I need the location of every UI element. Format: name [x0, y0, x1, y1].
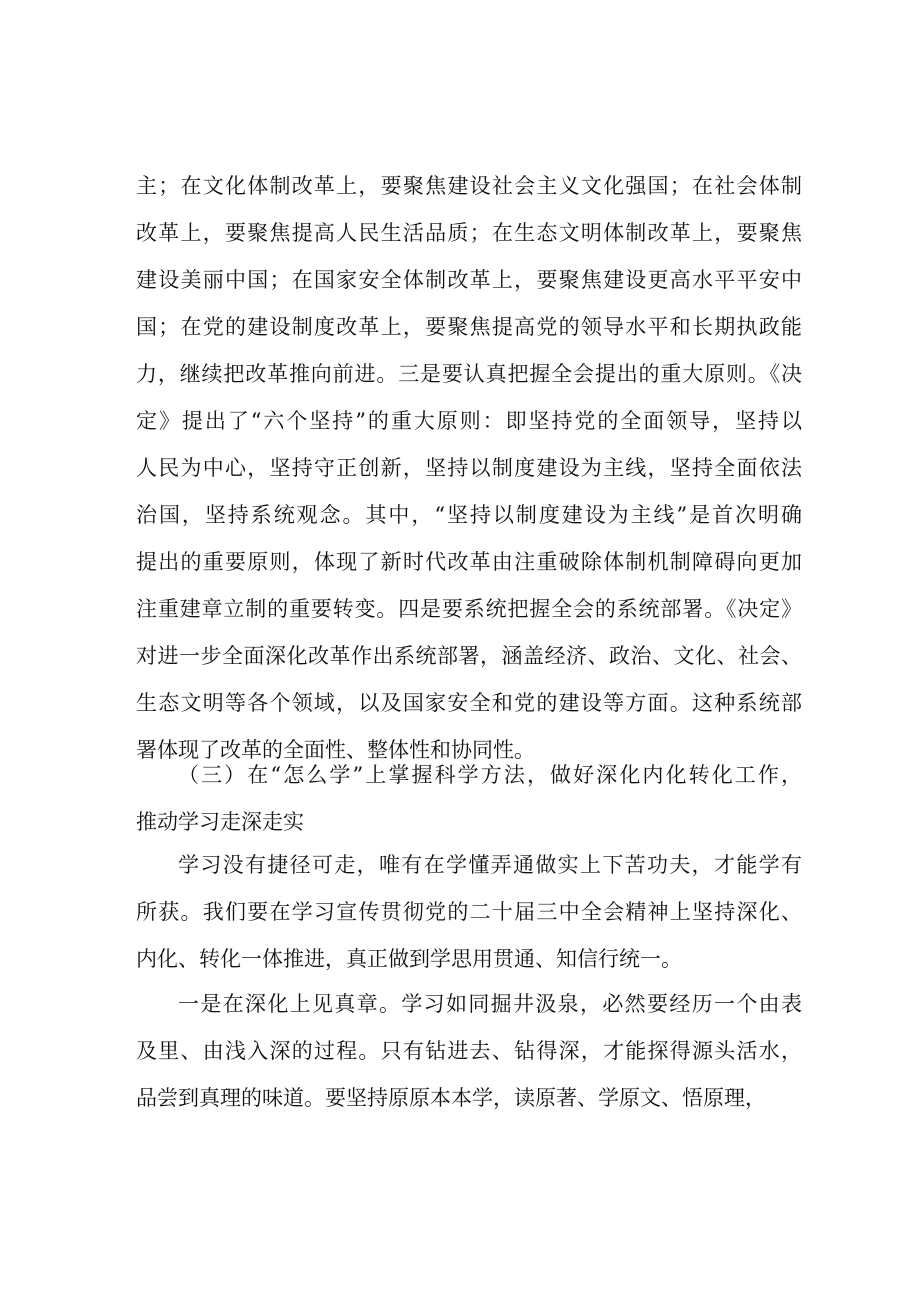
text-line: 人民为中心，坚持守正创新，坚持以制度建设为主线，坚持全面依法	[136, 456, 802, 480]
paragraph-study-method	[136, 842, 802, 983]
text-line: 提出的重要原则，体现了新时代改革由注重破除体制机制障碍向更加	[136, 550, 802, 574]
text-line: 治国，坚持系统观念。其中，“坚持以制度建设为主线”是首次明确	[136, 503, 802, 527]
text-line: 对进一步全面深化改革作出系统部署，涵盖经济、政治、文化、社会、	[136, 644, 802, 668]
paragraph-deepening	[136, 981, 802, 1122]
text-line: 建设美丽中国；在国家安全体制改革上，要聚焦建设更高水平平安中	[136, 268, 802, 292]
text-line: 一是在深化上见真章。学习如同掘井汲泉，必然要经历一个由表	[178, 992, 802, 1016]
text-line: 内化、转化一体推进，真正做到学思用贯通、知信行统一。	[136, 947, 682, 971]
text-line: 生态文明等各个领域，以及国家安全和党的建设等方面。这种系统部	[136, 691, 802, 715]
text-line: 所获。我们要在学习宣传贯彻党的二十届三中全会精神上坚持深化、	[136, 900, 802, 924]
heading-line: 推动学习走深走实	[136, 810, 304, 834]
text-line: 署体现了改革的全面性、整体性和协同性。	[136, 738, 535, 762]
text-line: 国；在党的建设制度改革上，要聚焦提高党的领导水平和长期执政能	[136, 315, 802, 339]
text-line: 品尝到真理的味道。要坚持原原本本学，读原著、学原文、悟原理，	[136, 1086, 766, 1110]
section-heading-3	[136, 752, 802, 846]
paragraph-principles	[136, 163, 802, 774]
text-line: 力，继续把改革推向前进。三是要认真把握全会提出的重大原则。《决	[136, 362, 802, 386]
text-line: 学习没有捷径可走，唯有在学懂弄通做实上下苦功夫，才能学有	[178, 853, 802, 877]
text-line: 及里、由浅入深的过程。只有钻进去、钻得深，才能探得源头活水，	[136, 1039, 802, 1063]
heading-line: （三）在“怎么学”上掌握科学方法，做好深化内化转化工作，	[178, 763, 802, 787]
text-line: 主；在文化体制改革上，要聚焦建设社会主义文化强国；在社会体制	[136, 174, 802, 198]
text-line: 改革上，要聚焦提高人民生活品质；在生态文明体制改革上，要聚焦	[136, 221, 802, 245]
text-line: 注重建章立制的重要转变。四是要系统把握全会的系统部署。《决定》	[136, 597, 802, 621]
text-line: 定》提出了“六个坚持”的重大原则：即坚持党的全面领导，坚持以	[136, 409, 802, 433]
